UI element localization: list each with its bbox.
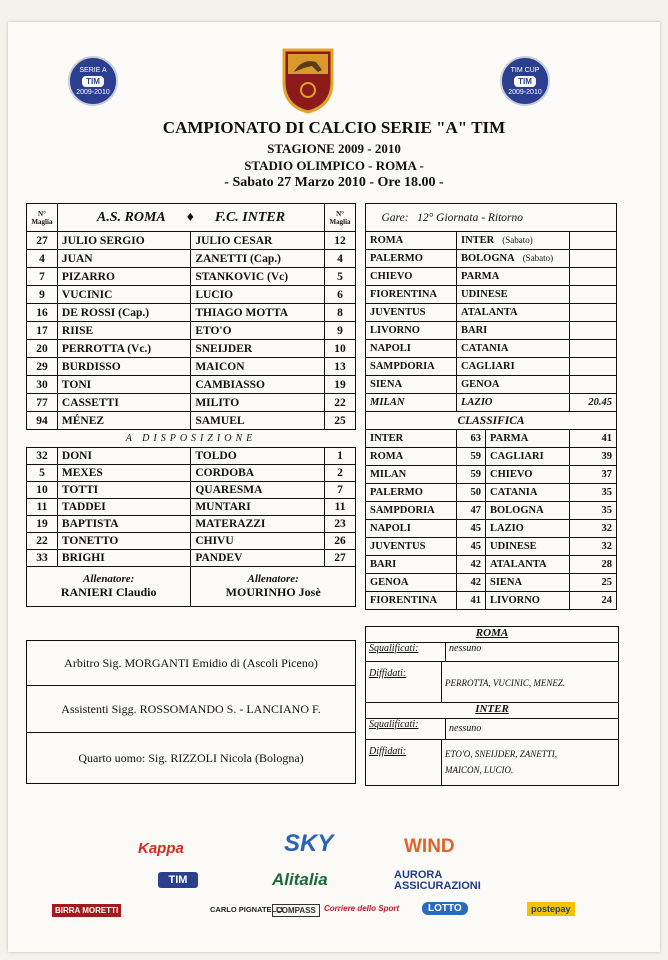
standings-points: 59 xyxy=(457,448,486,466)
fixture-away: PARMA xyxy=(457,268,570,286)
away-number: 27 xyxy=(325,550,356,567)
standings-team: UDINESE xyxy=(486,538,570,556)
away-number: 26 xyxy=(325,533,356,550)
fixture-home: NAPOLI xyxy=(366,340,457,358)
fixture-row xyxy=(366,394,617,412)
away-player: ZANETTI (Cap.) xyxy=(191,250,325,268)
birra-moretti-logo: BIRRA MORETTI xyxy=(52,904,121,917)
fixture-home: SIENA xyxy=(366,376,457,394)
home-team-header: A.S. ROMA ♦ F.C. INTER xyxy=(57,204,324,232)
away-number: 6 xyxy=(325,286,356,304)
fixture-home: MILAN xyxy=(366,394,457,412)
home-player: VUCINIC xyxy=(57,286,190,304)
home-number: 32 xyxy=(27,448,58,465)
standings-row xyxy=(366,556,617,574)
fixture-time: 20.45 xyxy=(570,394,617,412)
standings-points: 32 xyxy=(570,538,617,556)
fixture-time xyxy=(570,232,617,250)
standings-points: 35 xyxy=(570,484,617,502)
standings-points: 39 xyxy=(570,448,617,466)
home-player: JULIO SERGIO xyxy=(57,232,190,250)
alitalia-logo: Alitalia xyxy=(272,870,328,889)
standings-title: CLASSIFICA xyxy=(366,412,617,430)
fixtures-table xyxy=(365,203,617,610)
standings-points: 63 xyxy=(457,430,486,448)
home-number: 5 xyxy=(27,465,58,482)
fixture-away: BOLOGNA (Sabato) xyxy=(457,250,570,268)
fixture-row xyxy=(366,340,617,358)
home-number: 30 xyxy=(27,376,58,394)
match-datetime: - Sabato 27 Marzo 2010 - Ore 18.00 - xyxy=(224,175,444,190)
home-coach: RANIERI Claudio xyxy=(60,585,157,599)
home-number: 17 xyxy=(27,322,58,340)
fixture-row xyxy=(366,232,617,250)
lineup-row xyxy=(27,482,356,499)
home-number: 27 xyxy=(27,232,58,250)
standings-team: PALERMO xyxy=(366,484,457,502)
home-player: MÉNEZ xyxy=(57,412,190,430)
postepay-logo: postepay xyxy=(527,902,575,916)
home-player: BAPTISTA xyxy=(57,516,190,533)
standings-team: NAPOLI xyxy=(366,520,457,538)
away-number: 8 xyxy=(325,304,356,322)
home-player: TONI xyxy=(57,376,190,394)
away-player: THIAGO MOTTA xyxy=(191,304,325,322)
fixture-away: BARI xyxy=(457,322,570,340)
fixture-note: (Sabato) xyxy=(502,235,533,245)
standings-team: SIENA xyxy=(486,574,570,592)
inter-warned-label: Diffidati: xyxy=(366,740,442,786)
fixture-row xyxy=(366,358,617,376)
num-header-away: N° Maglia xyxy=(325,204,356,232)
away-player: SNEIJDER xyxy=(191,340,325,358)
away-number: 11 xyxy=(325,499,356,516)
standings-row xyxy=(366,448,617,466)
home-number: 20 xyxy=(27,340,58,358)
lotto-logo: LOTTO xyxy=(422,902,468,915)
standings-team: INTER xyxy=(366,430,457,448)
fixture-row xyxy=(366,322,617,340)
away-player: CHIVU xyxy=(191,533,325,550)
standings-points: 42 xyxy=(457,574,486,592)
home-player: RIISE xyxy=(57,322,190,340)
standings-points: 50 xyxy=(457,484,486,502)
away-player: MAICON xyxy=(191,358,325,376)
fourth-official: Quarto uomo: Sig. RIZZOLI Nicola (Bologna) xyxy=(78,750,304,765)
away-number: 23 xyxy=(325,516,356,533)
standings-row xyxy=(366,502,617,520)
fixture-time xyxy=(570,286,617,304)
lineup-row xyxy=(27,250,356,268)
away-number: 5 xyxy=(325,268,356,286)
away-player: PANDEV xyxy=(191,550,325,567)
corriere-logo: Corriere dello Sport xyxy=(324,904,400,913)
lineup-row xyxy=(27,286,356,304)
away-player: LUCIO xyxy=(191,286,325,304)
standings-team: LIVORNO xyxy=(486,592,570,610)
fixture-home: LIVORNO xyxy=(366,322,457,340)
standings-points: 37 xyxy=(570,466,617,484)
standings-row xyxy=(366,466,617,484)
standings-row xyxy=(366,574,617,592)
fixture-away: CAGLIARI xyxy=(457,358,570,376)
fixture-home: JUVENTUS xyxy=(366,304,457,322)
lineup-row xyxy=(27,376,356,394)
standings-team: ATALANTA xyxy=(486,556,570,574)
away-number: 22 xyxy=(325,394,356,412)
standings-points: 41 xyxy=(570,430,617,448)
home-player: TADDEI xyxy=(57,499,190,516)
standings-team: ROMA xyxy=(366,448,457,466)
fixture-away: CATANIA xyxy=(457,340,570,358)
home-player: PERROTTA (Vc.) xyxy=(57,340,190,358)
standings-team: SAMPDORIA xyxy=(366,502,457,520)
fixture-time xyxy=(570,340,617,358)
inter-suspended: nessuno xyxy=(449,723,482,734)
home-player: BRIGHI xyxy=(57,550,190,567)
away-player: JULIO CESAR xyxy=(191,232,325,250)
discipline-box xyxy=(365,626,619,786)
standings-row xyxy=(366,538,617,556)
fixtures-header: Gare: 12° Giornata - Ritorno xyxy=(366,204,617,232)
fixtures xyxy=(366,232,617,412)
sky-logo: SKY xyxy=(284,830,334,857)
fixture-time xyxy=(570,268,617,286)
away-player: CAMBIASSO xyxy=(191,376,325,394)
lineup-row xyxy=(27,268,356,286)
away-number: 10 xyxy=(325,340,356,358)
standings-points: 45 xyxy=(457,520,486,538)
starters xyxy=(27,232,356,430)
away-coach-cell: Allenatore: MOURINHO Josè xyxy=(191,567,356,607)
home-player: BURDISSO xyxy=(57,358,190,376)
away-number: 4 xyxy=(325,250,356,268)
stadium: STADIO OLIMPICO - ROMA - xyxy=(244,158,424,173)
standings-points: 42 xyxy=(457,556,486,574)
fixture-row xyxy=(366,250,617,268)
home-number: 11 xyxy=(27,499,58,516)
home-number: 9 xyxy=(27,286,58,304)
away-number: 2 xyxy=(325,465,356,482)
inter-warned: ETO'O, SNEIJDER, ZANETTI, MAICON, LUCIO. xyxy=(445,749,558,775)
standings xyxy=(366,430,617,610)
fixture-away: UDINESE xyxy=(457,286,570,304)
lineup-row xyxy=(27,322,356,340)
fixture-home: PALERMO xyxy=(366,250,457,268)
fixture-row xyxy=(366,286,617,304)
away-number: 19 xyxy=(325,376,356,394)
bench xyxy=(27,448,356,567)
roma-warned: PERROTTA, VUCINIC, MENEZ. xyxy=(445,678,566,688)
home-player: JUAN xyxy=(57,250,190,268)
fixture-away: INTER (Sabato) xyxy=(457,232,570,250)
fixture-away: LAZIO xyxy=(457,394,570,412)
season: STAGIONE 2009 - 2010 xyxy=(267,141,401,156)
page-title: CAMPIONATO DI CALCIO SERIE "A" TIM xyxy=(162,118,506,137)
bench-label: A DISPOSIZIONE xyxy=(27,430,356,448)
away-player: CORDOBA xyxy=(191,465,325,482)
lineup-row xyxy=(27,304,356,322)
officials-box xyxy=(26,640,356,784)
standings-points: 28 xyxy=(570,556,617,574)
standings-team: MILAN xyxy=(366,466,457,484)
lineup-row xyxy=(27,516,356,533)
fixture-time xyxy=(570,322,617,340)
home-number: 29 xyxy=(27,358,58,376)
lineup-row xyxy=(27,412,356,430)
referee: Arbitro Sig. MORGANTI Emidio di (Ascoli Piceno) xyxy=(27,641,355,686)
standings-team: JUVENTUS xyxy=(366,538,457,556)
home-coach-cell: Allenatore: RANIERI Claudio xyxy=(27,567,191,607)
standings-team: CATANIA xyxy=(486,484,570,502)
home-number: 7 xyxy=(27,268,58,286)
away-coach: MOURINHO Josè xyxy=(225,585,321,599)
away-player: TOLDO xyxy=(191,448,325,465)
away-player: STANKOVIC (Vc) xyxy=(191,268,325,286)
standings-points: 24 xyxy=(570,592,617,610)
away-player: MILITO xyxy=(191,394,325,412)
home-player: DE ROSSI (Cap.) xyxy=(57,304,190,322)
fixture-time xyxy=(570,304,617,322)
home-number: 16 xyxy=(27,304,58,322)
standings-team: GENOA xyxy=(366,574,457,592)
home-player: TONETTO xyxy=(57,533,190,550)
fixture-away: GENOA xyxy=(457,376,570,394)
num-header-home: N° Maglia xyxy=(27,204,58,232)
standings-points: 59 xyxy=(457,466,486,484)
fixture-home: ROMA xyxy=(366,232,457,250)
fixture-time xyxy=(570,250,617,268)
standings-row xyxy=(366,592,617,610)
home-player: DONI xyxy=(57,448,190,465)
away-player: SAMUEL xyxy=(191,412,325,430)
roma-suspended: nessuno xyxy=(449,643,482,654)
home-player: TOTTI xyxy=(57,482,190,499)
away-number: 1 xyxy=(325,448,356,465)
fixture-time xyxy=(570,358,617,376)
lineup-row xyxy=(27,358,356,376)
inter-discipline-title: INTER xyxy=(366,703,618,719)
away-number: 7 xyxy=(325,482,356,499)
roma-discipline-title: ROMA xyxy=(366,627,618,643)
standings-points: 41 xyxy=(457,592,486,610)
tim-logo: TIM xyxy=(158,872,198,888)
home-number: 4 xyxy=(27,250,58,268)
standings-team: LAZIO xyxy=(486,520,570,538)
lineup-row xyxy=(27,499,356,516)
standings-team: PARMA xyxy=(486,430,570,448)
roma-suspended-label: Squalificati: xyxy=(366,643,446,661)
standings-row xyxy=(366,430,617,448)
kappa-logo: Kappa xyxy=(138,840,184,857)
away-number: 12 xyxy=(325,232,356,250)
home-number: 22 xyxy=(27,533,58,550)
home-player: MEXES xyxy=(57,465,190,482)
compass-logo: COMPASS xyxy=(272,904,320,917)
home-player: PIZARRO xyxy=(57,268,190,286)
away-player: QUARESMA xyxy=(191,482,325,499)
lineup-row xyxy=(27,340,356,358)
inter-suspended-label: Squalificati: xyxy=(366,719,446,739)
standings-team: CHIEVO xyxy=(486,466,570,484)
standings-points: 47 xyxy=(457,502,486,520)
lineup-row xyxy=(27,394,356,412)
fixture-home: CHIEVO xyxy=(366,268,457,286)
aurora-logo: AURORA ASSICURAZIONI xyxy=(394,869,481,892)
standings-team: BARI xyxy=(366,556,457,574)
standings-points: 45 xyxy=(457,538,486,556)
fixture-note: (Sabato) xyxy=(522,253,554,263)
away-number: 13 xyxy=(325,358,356,376)
standings-points: 32 xyxy=(570,520,617,538)
standings-team: FIORENTINA xyxy=(366,592,457,610)
fixture-row xyxy=(366,304,617,322)
away-number: 9 xyxy=(325,322,356,340)
fixture-row xyxy=(366,376,617,394)
standings-points: 35 xyxy=(570,502,617,520)
serie-a-badge: SERIE A TIM 2009-2010 xyxy=(68,56,118,106)
lineup-row xyxy=(27,550,356,567)
away-player: ETO'O xyxy=(191,322,325,340)
standings-points: 25 xyxy=(570,574,617,592)
fixture-home: FIORENTINA xyxy=(366,286,457,304)
roma-warned-label: Diffidati: xyxy=(366,662,442,702)
standings-team: CAGLIARI xyxy=(486,448,570,466)
home-player: CASSETTI xyxy=(57,394,190,412)
fixture-row xyxy=(366,268,617,286)
fixture-home: SAMPDORIA xyxy=(366,358,457,376)
lineup-row xyxy=(27,448,356,465)
lineups-table xyxy=(26,203,356,607)
home-number: 94 xyxy=(27,412,58,430)
standings-row xyxy=(366,484,617,502)
home-number: 33 xyxy=(27,550,58,567)
standings-team: BOLOGNA xyxy=(486,502,570,520)
lineup-row xyxy=(27,232,356,250)
lineup-row xyxy=(27,533,356,550)
standings-row xyxy=(366,520,617,538)
away-player: MUNTARI xyxy=(191,499,325,516)
home-number: 77 xyxy=(27,394,58,412)
fixture-time xyxy=(570,376,617,394)
assistants: Assistenti Sigg. ROSSOMANDO S. - LANCIANO F. xyxy=(27,686,355,733)
wind-logo: WIND xyxy=(404,836,455,857)
pignatelli-logo: CARLO PIGNATELLI xyxy=(210,905,283,914)
home-number: 10 xyxy=(27,482,58,499)
home-number: 19 xyxy=(27,516,58,533)
away-number: 25 xyxy=(325,412,356,430)
tim-cup-badge: TIM CUP TIM 2009-2010 xyxy=(500,56,550,106)
away-player: MATERAZZI xyxy=(191,516,325,533)
fixture-away: ATALANTA xyxy=(457,304,570,322)
lineup-row xyxy=(27,465,356,482)
as-roma-crest-icon xyxy=(282,48,334,114)
